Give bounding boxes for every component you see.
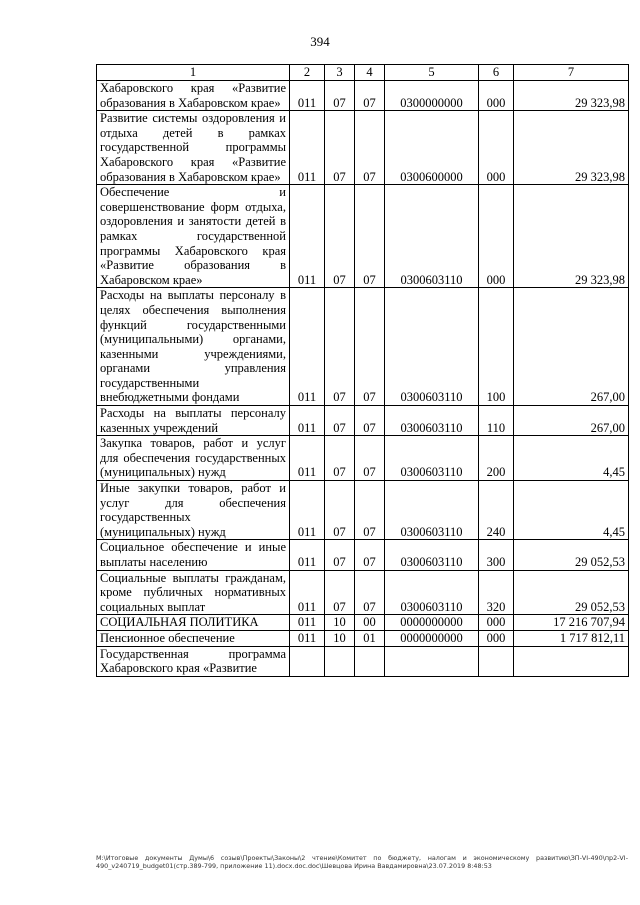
row-name: Расходы на выплаты персоналу казенных учреждений (97, 406, 290, 436)
row-amount (514, 646, 629, 676)
row-target: 0300000000 (385, 81, 479, 111)
header-col-5: 5 (385, 65, 479, 81)
row-amount: 29 323,98 (514, 185, 629, 288)
row-expense: 240 (479, 481, 514, 540)
table-row (97, 406, 629, 436)
row-subsection: 07 (355, 570, 385, 615)
header-col-7: 7 (514, 65, 629, 81)
row-target (385, 646, 479, 676)
table-row (97, 288, 629, 406)
row-target: 0000000000 (385, 615, 479, 631)
row-expense: 000 (479, 185, 514, 288)
row-amount: 4,45 (514, 481, 629, 540)
row-expense: 000 (479, 111, 514, 185)
row-amount: 29 323,98 (514, 81, 629, 111)
row-target: 0300603110 (385, 406, 479, 436)
row-name: Развитие системы оздоровления и отдыха детей в рамках государственной программы Хабаровского края «Развитие образования в Хабаровском крае» (97, 111, 290, 185)
row-amount: 267,00 (514, 288, 629, 406)
row-section: 07 (325, 185, 355, 288)
row-section: 10 (325, 630, 355, 646)
row-ministry: 011 (290, 436, 325, 481)
row-subsection: 01 (355, 630, 385, 646)
row-name: Государственная программа Хабаровского края «Развитие (97, 646, 290, 676)
row-subsection: 07 (355, 111, 385, 185)
row-amount: 17 216 707,94 (514, 615, 629, 631)
row-ministry: 011 (290, 288, 325, 406)
row-subsection: 07 (355, 406, 385, 436)
header-col-6: 6 (479, 65, 514, 81)
row-subsection: 07 (355, 436, 385, 481)
table-row (97, 111, 629, 185)
row-target: 0300603110 (385, 540, 479, 570)
row-subsection (355, 646, 385, 676)
row-section: 10 (325, 615, 355, 631)
row-ministry: 011 (290, 406, 325, 436)
row-name: Закупка товаров, работ и услуг для обеспечения государственных (муниципальных) нужд (97, 436, 290, 481)
row-subsection: 07 (355, 481, 385, 540)
row-target: 0000000000 (385, 630, 479, 646)
row-expense: 320 (479, 570, 514, 615)
header-row (97, 65, 629, 81)
row-amount: 29 052,53 (514, 570, 629, 615)
row-ministry: 011 (290, 481, 325, 540)
row-target: 0300603110 (385, 288, 479, 406)
row-target: 0300603110 (385, 481, 479, 540)
table-row (97, 570, 629, 615)
row-name: Обеспечение и совершенствование форм отдыха, оздоровления и занятости детей в рамках государственной программы Хабаровского края «Развитие образования в Хабаровском крае» (97, 185, 290, 288)
row-expense: 000 (479, 81, 514, 111)
row-name: Социальные выплаты гражданам, кроме публичных нормативных социальных выплат (97, 570, 290, 615)
row-section: 07 (325, 81, 355, 111)
row-ministry: 011 (290, 81, 325, 111)
budget-table (96, 64, 629, 677)
table-row (97, 615, 629, 631)
row-section: 07 (325, 540, 355, 570)
row-ministry: 011 (290, 185, 325, 288)
header-col-3: 3 (325, 65, 355, 81)
row-section: 07 (325, 436, 355, 481)
row-target: 0300600000 (385, 111, 479, 185)
row-expense: 000 (479, 630, 514, 646)
row-ministry: 011 (290, 570, 325, 615)
header-col-1: 1 (97, 65, 290, 81)
row-subsection: 07 (355, 540, 385, 570)
row-ministry: 011 (290, 540, 325, 570)
row-ministry: 011 (290, 615, 325, 631)
row-name: Иные закупки товаров, работ и услуг для обеспечения государственных (муниципальных) нужд (97, 481, 290, 540)
page-number: 394 (310, 34, 330, 49)
row-expense: 300 (479, 540, 514, 570)
row-expense: 110 (479, 406, 514, 436)
table-row (97, 630, 629, 646)
table-row (97, 540, 629, 570)
row-expense: 200 (479, 436, 514, 481)
row-subsection: 00 (355, 615, 385, 631)
row-name: Хабаровского края «Развитие образования в Хабаровском крае» (97, 81, 290, 111)
table-row (97, 646, 629, 676)
document-path-footer: M:\Итоговые документы Думы\6 созыв\Проекты\Законы\2 чтение\Комитет по бюджету, налогам и экономическому развитию\ЗП-VI-490\пр2-VI-490_v240719_budget01(стр.389-799, приложение 11).docx.doc.doc\Шевцова Ирина Вавдамировна\23.07.2019 8:48:53 (96, 854, 628, 870)
row-section (325, 646, 355, 676)
row-target: 0300603110 (385, 185, 479, 288)
row-name: Пенсионное обеспечение (97, 630, 290, 646)
row-subsection: 07 (355, 185, 385, 288)
table-row (97, 436, 629, 481)
row-expense (479, 646, 514, 676)
row-amount: 29 052,53 (514, 540, 629, 570)
row-amount: 29 323,98 (514, 111, 629, 185)
row-section: 07 (325, 570, 355, 615)
table-row (97, 481, 629, 540)
row-expense: 000 (479, 615, 514, 631)
row-amount: 4,45 (514, 436, 629, 481)
row-target: 0300603110 (385, 570, 479, 615)
row-ministry: 011 (290, 630, 325, 646)
row-subsection: 07 (355, 81, 385, 111)
row-amount: 1 717 812,11 (514, 630, 629, 646)
row-subsection: 07 (355, 288, 385, 406)
row-section: 07 (325, 481, 355, 540)
header-col-4: 4 (355, 65, 385, 81)
row-section: 07 (325, 111, 355, 185)
row-name: СОЦИАЛЬНАЯ ПОЛИТИКА (97, 615, 290, 631)
row-expense: 100 (479, 288, 514, 406)
table-row (97, 81, 629, 111)
row-amount: 267,00 (514, 406, 629, 436)
row-ministry (290, 646, 325, 676)
row-ministry: 011 (290, 111, 325, 185)
row-name: Расходы на выплаты персоналу в целях обеспечения выполнения функций государственными (муниципальными) органами, казенными учреждениями, органами управления государственными внебюджетными фондами (97, 288, 290, 406)
row-name: Социальное обеспечение и иные выплаты населению (97, 540, 290, 570)
header-col-2: 2 (290, 65, 325, 81)
row-section: 07 (325, 288, 355, 406)
table-row (97, 185, 629, 288)
row-target: 0300603110 (385, 436, 479, 481)
row-section: 07 (325, 406, 355, 436)
